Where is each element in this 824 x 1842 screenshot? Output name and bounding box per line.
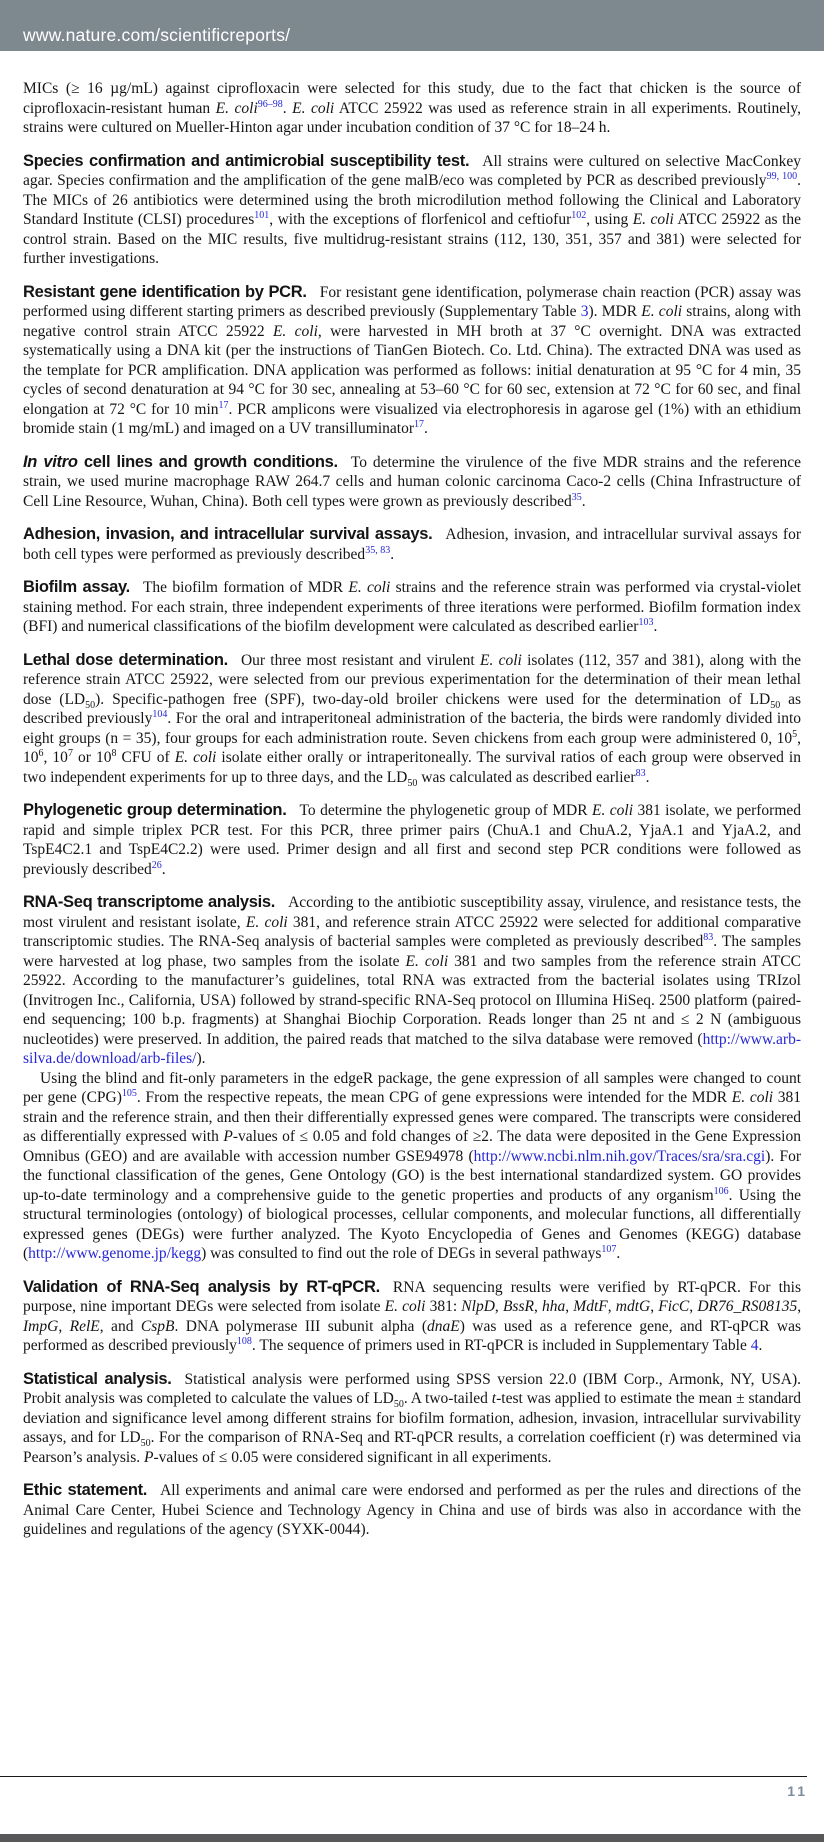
reference-citation-link[interactable]: 101 <box>254 209 270 221</box>
section-heading: Phylogenetic group determination. <box>23 801 287 819</box>
italic-text: E. coli <box>632 211 674 228</box>
section-phylogenetic-group-determination <box>23 801 801 879</box>
italic-text: t <box>491 1390 497 1407</box>
subscript: 50 <box>407 777 418 789</box>
section-adhesion-invasion-survival <box>23 525 801 564</box>
reference-citation-link[interactable]: 108 <box>236 1335 252 1347</box>
paragraph: Ethic statement. All experiments and animal care were endorsed and performed as per the rules and directions of the Animal Care Center, Hubei Science and Technology Agency in China and use of birds was also in accordance with the guidelines and regulations of the agency (SYXK-0044). <box>23 1481 801 1538</box>
italic-text: FicC <box>658 1298 690 1315</box>
superscript: 8 <box>111 747 117 759</box>
section-heading: Statistical analysis. <box>23 1369 172 1388</box>
italic-text: E. coli <box>405 952 449 970</box>
paragraph: In vitro cell lines and growth conditions. To determine the virulence of the five MDR strains and the reference strain, we used murine macrophage RAW 264.7 cells and human colonic carcinoma Caco-2 cells (China Infrastructure of Cell Line Resource, Wuhan, China). Both cell types were grown as previously described$^{35}$. <box>23 452 801 510</box>
reference-citation-link[interactable]: 83 <box>703 931 714 943</box>
reference-citation-link[interactable]: 103 <box>638 616 654 628</box>
reference-citation-link[interactable]: 106 <box>713 1185 729 1197</box>
section-heading: RNA-Seq transcriptome analysis. <box>23 893 276 911</box>
paragraph: Phylogenetic group determination. To determine the phylogenetic group of MDR E. coli 381 isolate, we performed rapid and simple triplex PCR test. For this PCR, three primer pairs (ChuA.1 and ChuA.2, YjaA.1 and YjaA.2, and TspE4C2.1 and TspE4C2.2) were used. Primer design and all first and second step PCR conditions were followed as previously described$^{26}$. <box>23 801 802 878</box>
paragraph: Using the blind and fit-only parameters in the edgeR package, the gene expression of all samples were changed to count per gene (CPG)$^{105}$. From the respective repeats, the mean CPG of gene expressions were intended for the MDR E. coli 381 strain and the reference strain, and then their differentially expressed genes were compared. The transcripts were considered as differentially expressed with P-values of ≤ 0.05 and fold changes of ≥2. The data were deposited in the Gene Expression Omnibus (GEO) and are available with accession number GSE94978 (http://www.ncbi.nlm.nih.gov/Traces/sra/sra.cgi). For the functional classification of the genes, Gene Ontology (GO) is the best international standardized system. GO provides up-to-date terminology and a comprehensive guide to the genetic properties and products of any organism$^{106}$. Using the structural terminologies (ontology) of biological processes, cellular components, and molecular functions, all differentially expressed genes (DEGs) were further analyzed. The Kyoto Encyclopedia of Genes and Genomes (KEGG) database (http://www.genome.jp/kegg) was consulted to find out the role of DEGs in several pathways$^{107}$. <box>23 1069 802 1262</box>
superscript: 6 <box>38 747 44 759</box>
reference-citation-link[interactable]: 104 <box>152 708 168 720</box>
italic-text: E. coli <box>731 1089 774 1106</box>
section-validation-rt-qpcr <box>23 1278 801 1356</box>
italic-text: P <box>143 1448 154 1466</box>
subscript: 50 <box>140 1438 151 1450</box>
italic-text: MdtF <box>573 1298 608 1315</box>
subscript: 50 <box>393 1399 404 1411</box>
section-heading: Lethal dose determination. <box>23 650 228 669</box>
italic-text: hha <box>541 1298 566 1315</box>
page-number: 11 <box>787 1783 808 1799</box>
italic-text: E. coli <box>272 322 318 340</box>
italic-text: dnaE <box>426 1317 460 1335</box>
italic-text: E. coli <box>215 99 258 117</box>
section-in-vitro-cell-lines <box>23 453 801 512</box>
reference-citation-link[interactable]: 102 <box>571 209 587 221</box>
reference-citation-link[interactable]: 26 <box>151 859 162 871</box>
italic-text: E. coli <box>292 99 335 117</box>
paragraph: Biofilm assay. The biofilm formation of MDR E. coli strains and the reference strain was performed via crystal-violet staining method. For each strain, three independent experiments of three iterations were performed. Biofilm formation index (BFI) and numerical classifications of the biofilm development were calculated as described earlier$^{103}$. <box>23 578 801 635</box>
footer-divider <box>0 1776 807 1777</box>
hyperlink[interactable]: http://www.arb-silva.de/download/arb-files/ <box>23 1030 801 1067</box>
hyperlink[interactable]: 3 <box>580 303 589 320</box>
italic-text: E. coli <box>384 1298 426 1315</box>
reference-citation-link[interactable]: 35 <box>571 491 582 503</box>
italic-text: E. coli <box>592 802 634 819</box>
italic-text: E. coli <box>174 749 217 766</box>
site-header <box>0 0 824 51</box>
italic-text: E. coli <box>479 651 522 669</box>
paragraph: Lethal dose determination. Our three most resistant and virulent E. coli isolates (112, 357 and 381), along with the reference strain ATCC 25922, were selected from our previous experimentation for the determination of their mean lethal dose $(LD_{50})$. Specific-pathogen free (SPF), two-day-old broiler chickens were used for the determination of $LD_{50}$ as described previously$^{104}$. For the oral and intraperitoneal administration of the bacteria, the birds were randomly divided into eight groups (n = 35), four groups for each administration route. Seven chickens from each group were administered 0, $10^5$, $10^6$, $10^7$ or $10^8$ CFU of E. coli isolate either orally or intraperitoneally. The survival ratios of each group were observed in two independent experiments for up to three days, and the $LD_{50}$ was calculated as described earlier$^{83}$. <box>23 650 802 789</box>
section-rna-seq-transcriptome-analysis <box>23 893 801 1264</box>
hyperlink[interactable]: 4 <box>750 1337 759 1354</box>
bottom-bar <box>0 1834 824 1842</box>
section-heading: Adhesion, invasion, and intracellular survival assays. <box>23 525 433 543</box>
section-heading: Species confirmation and antimicrobial susceptibility test. <box>23 151 470 170</box>
article-body <box>0 51 824 1540</box>
italic-text: P <box>223 1128 233 1145</box>
paragraph: Species confirmation and antimicrobial susceptibility test. All strains were cultured on selective MacConkey agar. Species confirmation and the amplification of the gene malB/eco was completed by PCR as described previously$^{99, 100}$. The MICs of 26 antibiotics were determined using the broth microdilution method following the Clinical and Laboratory Standard Institute (CLSI) procedures$^{101}$, with the exceptions of florfenicol and ceftiofur$^{102}$, using E. coli ATCC 25922 as the control strain. Based on the MIC results, five multidrug-resistant strains (112, 130, 351, 357 and 381) were selected for further investigations. <box>23 151 802 267</box>
hyperlink[interactable]: http://www.genome.jp/kegg <box>28 1245 202 1262</box>
paragraph: Adhesion, invasion, and intracellular survival assays. Adhesion, invasion, and intracellular survival assays for both cell types were performed as previously described$^{35, 83}$. <box>23 525 801 563</box>
superscript: 7 <box>67 747 73 759</box>
reference-citation-link[interactable]: 17 <box>414 418 425 430</box>
paragraph: RNA-Seq transcriptome analysis. According to the antibiotic susceptibility assay, virulence, and resistance tests, the most virulent and resistant isolate, E. coli 381, and reference strain ATCC 25922 were selected for additional comparative transcriptomic studies. The RNA-Seq analysis of bacterial samples were completed as previously described$^{83}$. The samples were harvested at log phase, two samples from the isolate E. coli 381 and two samples from the reference strain ATCC 25922. According to the manufacturer’s guidelines, total RNA was extracted from the bacterial isolates using TRIzol (Invitrogen Inc., California, USA) followed by strand-specific RNA-Seq protocol on Illumina HiSeq. 2500 platform (paired-end sequencing; 100 b.p. fragments) at Shanghai Biochip Corporation. Reads longer than 25 nt and ≤ 2 N (ambiguous nucleotides) were preserved. In addition, the paired reads that matched to the silva database were removed (http://www.arb-silva.de/download/arb-files/). <box>23 893 801 1067</box>
italic-text: E. coli <box>245 913 288 931</box>
italic-text: NlpD <box>461 1298 495 1315</box>
superscript: 5 <box>792 728 798 740</box>
section-heading: Biofilm assay. <box>23 578 130 596</box>
hyperlink[interactable]: http://www.ncbi.nlm.nih.gov/Traces/sra/sra.cgi <box>473 1147 766 1165</box>
italic-text: E. coli <box>641 303 683 320</box>
header-url[interactable]: www.nature.com/scientificreports/ <box>23 25 291 45</box>
subscript: 50 <box>770 699 781 711</box>
italic-text: ImpG <box>23 1317 59 1335</box>
section-heading: Ethic statement. <box>23 1481 148 1499</box>
italic-text: E. coli <box>348 579 391 596</box>
paragraph: Validation of RNA-Seq analysis by RT-qPCR. RNA sequencing results were verified by RT-qPCR. For this purpose, nine important DEGs were selected from isolate E. coli 381: NlpD, BssR, hha, MdtF, mdtG, FicC, DR76_RS08135, ImpG, RelE, and CspB. DNA polymerase III subunit alpha (dnaE) was used as a reference gene, and RT-qPCR was performed as described previously$^{108}$. The sequence of primers used in RT-qPCR is included in Supplementary Table 4. <box>23 1277 802 1354</box>
reference-citation-link[interactable]: 105 <box>121 1087 137 1099</box>
italic-text: CspB <box>140 1317 175 1335</box>
section-heading: Resistant gene identification by PCR. <box>23 282 307 301</box>
italic-text: In vitro <box>23 452 78 471</box>
section-ethic-statement <box>23 1481 801 1540</box>
page-footer <box>0 1776 824 1799</box>
italic-text: BssR <box>502 1298 534 1315</box>
paragraph: Statistical analysis. Statistical analysis were performed using SPSS version 22.0 (IBM Corp., Armonk, NY, USA). Probit analysis was completed to calculate the values of $LD_{50}$. A two-tailed t-test was applied to estimate the mean ± standard deviation and significance level among different strains for biofilm formation, adhesion, invasion, intracellular survivability assays, and for $LD_{50}$. For the comparison of RNA-Seq and RT-qPCR results, a correlation coefficient (r) was determined via Pearson’s analysis. P-values of ≤ 0.05 were considered significant in all experiments. <box>23 1369 801 1466</box>
reference-citation-link[interactable]: 83 <box>635 767 646 779</box>
section-lethal-dose-determination <box>23 651 801 788</box>
section-statistical-analysis <box>23 1370 801 1468</box>
subscript: 50 <box>85 699 96 711</box>
reference-citation-link[interactable]: 35, 83 <box>365 544 391 556</box>
italic-text: RelE <box>69 1317 100 1335</box>
reference-citation-link[interactable]: 96–98 <box>257 98 283 110</box>
italic-text: mdtG <box>615 1298 651 1315</box>
section-species-confirmation <box>23 152 801 269</box>
reference-citation-link[interactable]: 99, 100 <box>766 170 798 182</box>
reference-citation-link[interactable]: 17 <box>218 399 229 411</box>
reference-citation-link[interactable]: 107 <box>601 1243 617 1255</box>
italic-text: DR76_RS08135 <box>697 1298 798 1315</box>
section-resistant-gene-identification <box>23 283 801 439</box>
section-heading: Validation of RNA-Seq analysis by RT-qPCR. <box>23 1277 380 1296</box>
section-biofilm-assay <box>23 578 801 637</box>
intro-paragraph: MICs (≥ 16 µg/mL) against ciprofloxacin were selected for this study, due to the fact that chicken is the source of ciprofloxacin-resistant human E. coli$^{96-98}$. E. coli ATCC 25922 was used as reference strain in all experiments. Routinely, strains were cultured on Mueller-Hinton agar under incubation condition of 37 °C for 18–24 h. <box>23 80 801 136</box>
paragraph: Resistant gene identification by PCR. For resistant gene identification, polymerase chain reaction (PCR) assay was performed using different starting primers as described previously (Supplementary Table 3). MDR E. coli strains, along with negative control strain ATCC 25922 E. coli, were harvested in MH broth at 37 °C overnight. DNA was extracted systematically using a DNA kit (per the instructions of TianGen Biotech. Co. Ltd. China). The extracted DNA was used as the template for PCR amplification. DNA application was performed as follows: initial denaturation at 95 °C for 4 min, 35 cycles of second denaturation at 94 °C for 30 sec, annealing at 53–60 °C for 60 sec, extension at 72 °C for 60 sec, and final elongation at 72 °C for 10 $\min^{17}$. PCR amplicons were visualized via electrophoresis in agarose gel (1%) with an ethidium bromide stain (1 mg/mL) and imaged on a UV transilluminator$^{17}$. <box>23 282 802 437</box>
section-heading: In vitro cell lines and growth conditions. <box>23 452 338 471</box>
